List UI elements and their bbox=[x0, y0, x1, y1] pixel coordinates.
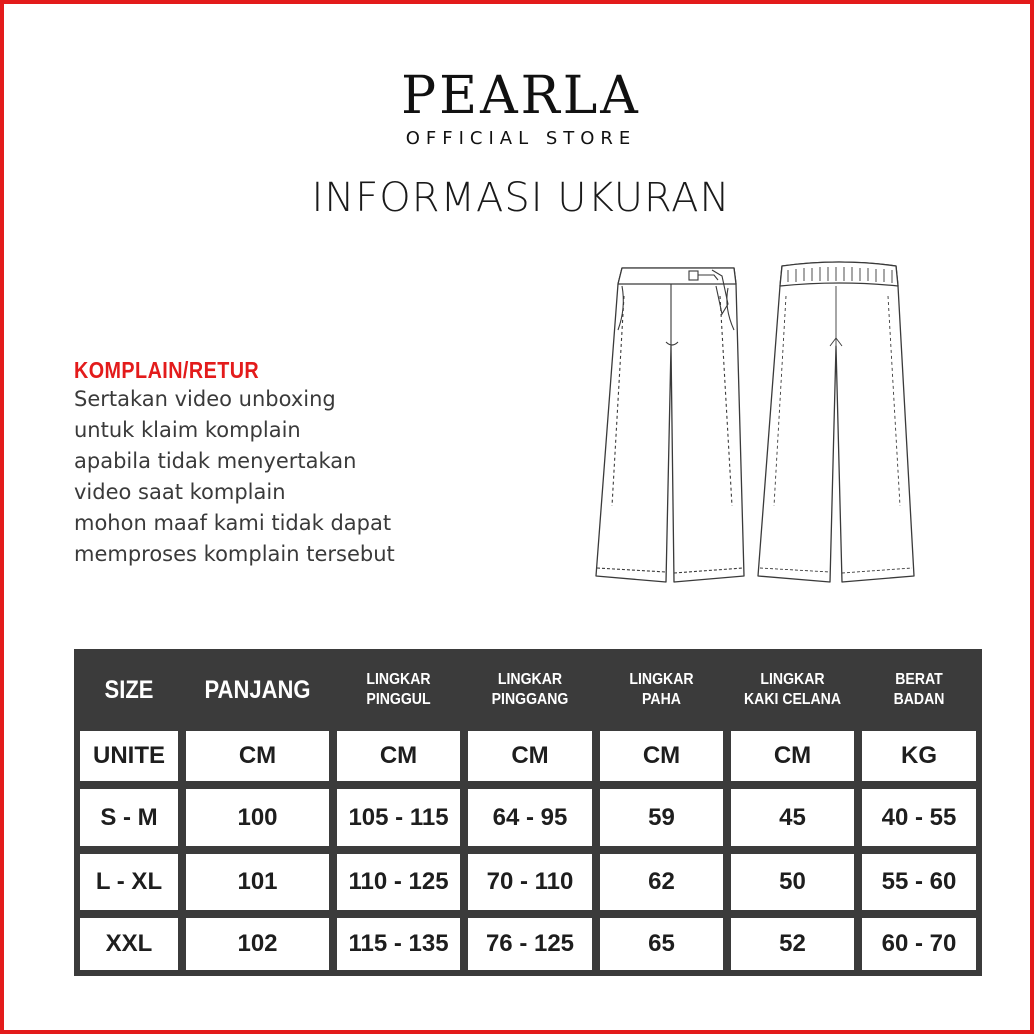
table-cell: 70 - 110 bbox=[468, 854, 592, 910]
table-cell: CM bbox=[468, 731, 592, 781]
header-lingkar-kaki-celana: LINGKAR KAKI CELANA bbox=[744, 671, 841, 708]
table-cell: 55 - 60 bbox=[862, 854, 976, 910]
complaint-line: memproses komplain tersebut bbox=[74, 542, 395, 566]
complaint-heading: KOMPLAIN/RETUR bbox=[74, 357, 260, 383]
table-cell: 101 bbox=[186, 854, 329, 910]
table-cell: 45 bbox=[731, 789, 854, 846]
table-cell: 115 - 135 bbox=[337, 918, 460, 970]
table-cell: L - XL bbox=[80, 854, 178, 910]
brand-logo-name: PEARLA bbox=[401, 66, 641, 126]
brand-logo-subtitle: OFFICIAL STORE bbox=[405, 128, 637, 149]
table-cell: 100 bbox=[186, 789, 329, 846]
table-cell: 102 bbox=[186, 918, 329, 970]
pants-front-icon bbox=[588, 256, 758, 586]
header-lingkar-paha: LINGKAR PAHA bbox=[629, 671, 694, 708]
header-lingkar-pinggul: LINGKAR PINGGUL bbox=[366, 671, 431, 708]
header-panjang: PANJANG bbox=[204, 675, 311, 704]
table-cell: CM bbox=[600, 731, 723, 781]
table-cell: 65 bbox=[600, 918, 723, 970]
size-chart-table bbox=[74, 649, 982, 976]
table-cell: CM bbox=[731, 731, 854, 781]
table-cell: 59 bbox=[600, 789, 723, 846]
complaint-line: video saat komplain bbox=[74, 480, 286, 504]
table-cell: 105 - 115 bbox=[337, 789, 460, 846]
table-cell: 110 - 125 bbox=[337, 854, 460, 910]
header-berat-badan: BERAT BADAN bbox=[893, 671, 945, 708]
complaint-line: Sertakan video unboxing bbox=[74, 387, 336, 411]
table-cell: 40 - 55 bbox=[862, 789, 976, 846]
pants-back-icon bbox=[752, 256, 922, 586]
table-cell: 52 bbox=[731, 918, 854, 970]
complaint-line: mohon maaf kami tidak dapat bbox=[74, 511, 392, 535]
table-cell: 64 - 95 bbox=[468, 789, 592, 846]
table-cell: 76 - 125 bbox=[468, 918, 592, 970]
page-title: INFORMASI UKURAN bbox=[311, 175, 731, 221]
table-cell: KG bbox=[862, 731, 976, 781]
complaint-line: apabila tidak menyertakan bbox=[74, 449, 357, 473]
table-cell: 50 bbox=[731, 854, 854, 910]
table-cell: S - M bbox=[80, 789, 178, 846]
table-cell: 62 bbox=[600, 854, 723, 910]
complaint-notice bbox=[74, 356, 434, 570]
table-cell: CM bbox=[337, 731, 460, 781]
header-size: SIZE bbox=[104, 675, 154, 704]
table-cell: XXL bbox=[80, 918, 178, 970]
header-lingkar-pinggang: LINGKAR PINGGANG bbox=[491, 671, 569, 708]
table-cell: CM bbox=[186, 731, 329, 781]
table-cell: 60 - 70 bbox=[862, 918, 976, 970]
complaint-line: untuk klaim komplain bbox=[74, 418, 301, 442]
table-cell: UNITE bbox=[80, 731, 178, 781]
